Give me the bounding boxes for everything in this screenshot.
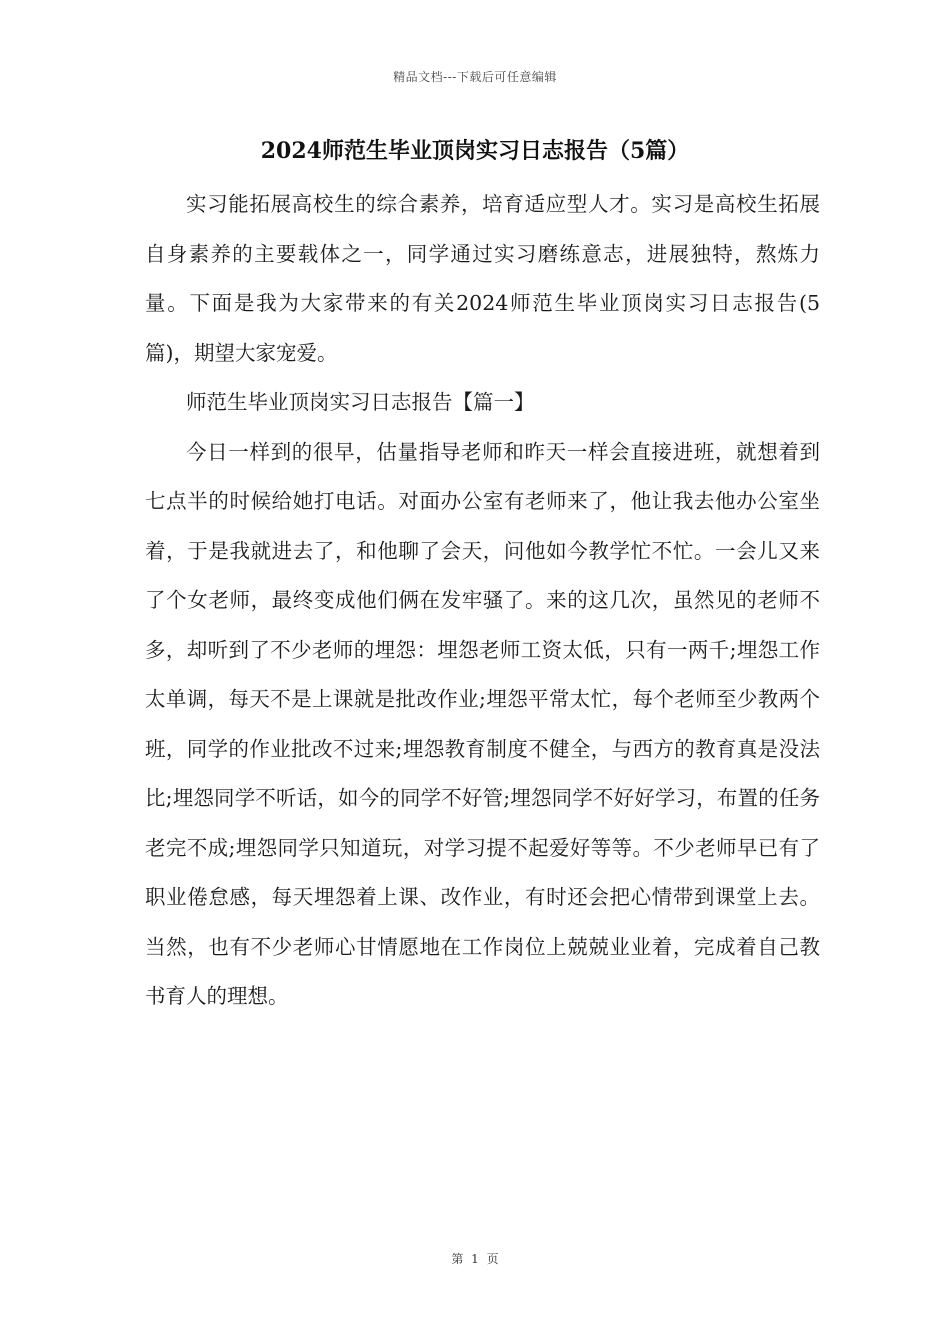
document-body — [145, 180, 820, 1022]
section-heading: 师范生毕业顶岗实习日志报告【篇一】 — [186, 390, 535, 414]
body-paragraph: 今日一样到的很早，估量指导老师和昨天一样会直接进班，就想着到七点半的时候给她打电话。对面办公室有老师来了，他让我去他办公室坐着，于是我就进去了，和他聊了会天，问他如今教学忙不忙。一会儿又来了个女老师，最终变成他们俩在发牢骚了。来的这几次，虽然见的老师不多，却听到了不少老师的埋怨：埋怨老师工资太低，只有一两千;埋怨工作太单调，每天不是上课就是批改作业;埋怨平常太忙，每个老师至少教两个班，同学的作业批改不过来;埋怨教育制度不健全，与西方的教育真是没法比;埋怨同学不听话，如今的同学不好管;埋怨同学不好好学习，布置的任务老完不成;埋怨同学只知道玩，对学习提不起爱好等等。不少老师早已有了职业倦怠感，每天埋怨着上课、改作业，有时还会把心情带到课堂上去。当然，也有不少老师心甘情愿地在工作岗位上兢兢业业着，完成着自己教书育人的理想。 — [145, 439, 820, 1008]
intro-paragraph: 实习能拓展高校生的综合素养，培育适应型人才。实习是高校生拓展自身素养的主要载体之一，同学通过实习磨练意志，进展独特，熬炼力量。下面是我为大家带来的有关2024师范生毕业顶岗实习日志报告(5篇)，期望大家宠爱。 — [145, 192, 820, 365]
page-header: 精品文档---下载后可任意编辑 — [393, 70, 557, 84]
page-number: 第 1 页 — [451, 1252, 499, 1266]
document-title: 2024师范生毕业顶岗实习日志报告（5篇） — [260, 138, 690, 164]
